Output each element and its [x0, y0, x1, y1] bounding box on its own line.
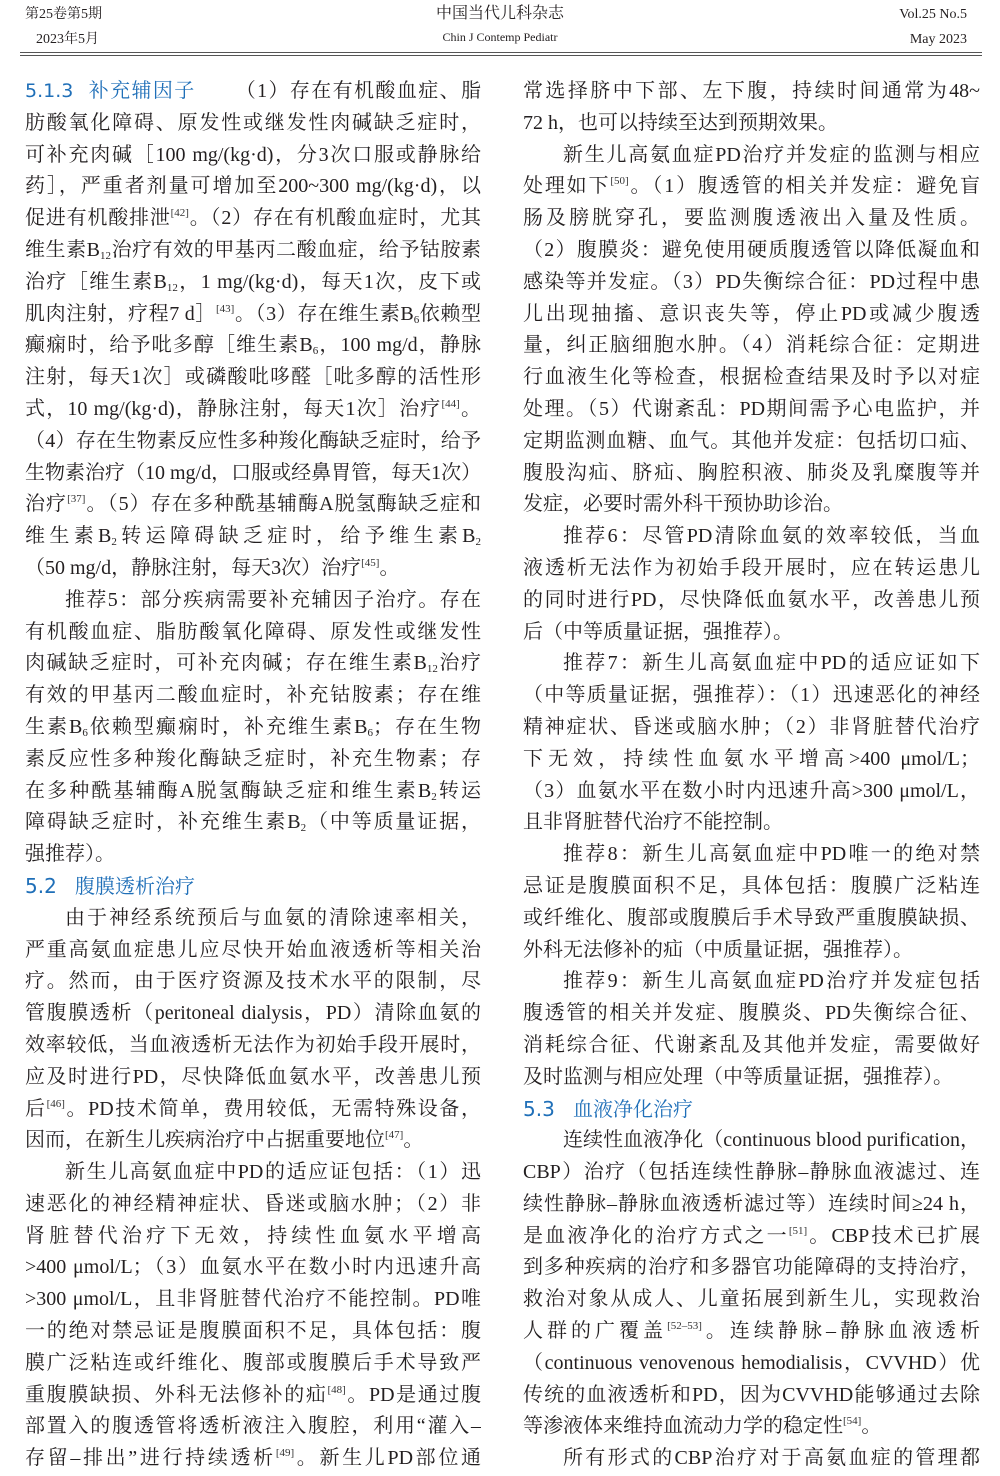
text-line: 或纤维化、腹部或腹膜后手术导致严重腹膜缺损、 [523, 906, 980, 929]
text-line: 处理。（5）代谢紊乱：PD期间需予心电监护，并 [523, 397, 980, 420]
text-line: 式，10 mg/(kg·d)，静脉注射，每天1次］治疗[44]。 [25, 397, 481, 420]
paragraph [25, 585, 481, 871]
citation-ref: [43] [216, 302, 235, 315]
text-line: 肠及膀胱穿孔，要监测腹透液出入量及性质。 [523, 207, 980, 230]
text-line: 新生儿高氨血症中PD的适应证包括：（1）迅 [65, 1161, 481, 1184]
text-line: 量，纠正脑细胞水肿。（4）消耗综合征：定期进 [523, 334, 980, 357]
text-line: 有机酸血症、脂肪酸氧化障碍、原发性或继发性 [25, 620, 481, 643]
citation-ref: [44] [441, 397, 460, 410]
citation-ref: [54] [843, 1415, 862, 1428]
text-line: 重腹膜缺损、外科无法修补的疝[48]。PD是通过腹 [25, 1383, 481, 1406]
text-line: 存留–排出”进行持续透析[49]。新生儿PD部位通 [25, 1447, 481, 1470]
text-line: 药］，严重者剂量可增加至200~300 mg/(kg·d)，以 [25, 175, 481, 198]
citation-ref: [37] [67, 493, 86, 506]
subsection-title: 补充辅因子 [87, 80, 196, 102]
subscript: 12 [166, 281, 178, 294]
text-line: 在多种酰基辅酶A脱氢酶缺乏症和维生素$B_2$转运 [25, 779, 481, 803]
text-line: 后（中等质量证据，强推荐）。 [523, 620, 793, 643]
text-line: 精神症状、昏迷或脑水肿；（2）非肾脏替代治疗 [523, 715, 980, 738]
text-line: 儿出现抽搐、意识丧失等，停止PD或减少腹透 [523, 302, 980, 325]
text-line: 肾脏替代治疗下无效，持续性血氨水平增高 [25, 1224, 481, 1247]
subscript: 2 [475, 536, 481, 549]
text-line: 速恶化的神经精神症状、昏迷或脑水肿；（2）非 [25, 1192, 481, 1215]
text-line: 所有形式的CBP治疗对于高氨血症的管理都 [563, 1447, 980, 1470]
text-line: （3）血氨水平在数小时内迅速升高>300 μmol/L， [523, 779, 980, 802]
volume-issue-cn: 第25卷第5期 [25, 7, 102, 22]
text-line: 肌肉注射，疗程7 d］[43]。（3）存在维生素$B_6$依赖型 [25, 302, 481, 326]
text-line: 管腹膜透析（peritoneal dialysis，PD）清除血氨的 [25, 1002, 481, 1025]
text-line: 肉碱缺乏症时，可补充肉碱；存在维生素$B_{12}$治疗 [25, 652, 481, 676]
citation-ref: [47] [385, 1129, 404, 1142]
text-line: （continuous venovenous hemodialisis，CVVHD）优 [523, 1351, 980, 1374]
text-line: 治疗［维生素$B_{12}$，1 mg/(kg·d)，每天1次，皮下或 [25, 270, 481, 294]
text-line: 外科无法修补的疝（中质量证据，强推荐）。 [523, 938, 913, 961]
text-line: >400 μmol/L；（3）血氨水平在数小时内迅速升高 [25, 1256, 481, 1279]
section-title: 血液净化治疗 [573, 1096, 693, 1121]
text-line: 维生素$B_{12}$治疗有效的甲基丙二酸血症，给予钴胺素 [25, 238, 481, 262]
header-rule-bottom [20, 55, 982, 56]
section-heading [25, 871, 481, 903]
text-line: 推荐9：新生儿高氨血症PD治疗并发症包括 [563, 970, 980, 993]
subscript: 2 [111, 536, 117, 549]
subsection-number: 5.1.3 [25, 80, 74, 102]
text-line: 消耗综合征、代谢紊乱及其他并发症，需要做好 [523, 1033, 980, 1056]
text-line: 注射，每天1次］或磷酸吡哆醛［吡多醇的活性形 [25, 366, 481, 389]
paragraph [523, 648, 980, 839]
text-line: 传统的血液透析和PD，因为CVVHD能够通过去除 [523, 1383, 980, 1406]
text-line: 等渗液体来维持血流动力学的稳定性[54]。 [523, 1415, 882, 1438]
section-title: 腹膜透析治疗 [75, 873, 195, 898]
text-line: 部置入的腹透管将透析液注入腹腔，利用“灌入– [25, 1415, 481, 1438]
citation-ref: [51] [788, 1224, 808, 1237]
text-line: 连续性血液净化（continuous blood purification， [563, 1129, 980, 1152]
text-line: 定期监测血糖、血气。其他并发症：包括切口疝、 [523, 429, 980, 452]
text-line: 腹透管的相关并发症、腹膜炎、PD失衡综合征、 [523, 1002, 980, 1025]
citation-ref: [45] [361, 556, 380, 569]
date-cn: 2023年5月 [36, 32, 99, 47]
citation-ref: [50] [610, 175, 629, 188]
citation-ref: [46] [46, 1097, 65, 1110]
text-line: 疗。然而，由于医疗资源及技术水平的限制，尽 [25, 970, 481, 993]
text-line: 推荐8：新生儿高氨血症中PD唯一的绝对禁 [563, 843, 980, 866]
text-line: 忌证是腹膜面积不足，具体包括：腹膜广泛粘连 [523, 874, 980, 897]
text-line: 下无效，持续性血氨水平增高>400 μmol/L； [523, 747, 980, 770]
text-line: 感染等并发症。（3）PD失衡综合征：PD过程中患 [523, 270, 980, 293]
text-line: 推荐7：新生儿高氨血症中PD的适应证如下 [563, 652, 980, 675]
section-heading [523, 1094, 980, 1126]
text-line: 及时监测与相应处理（中等质量证据，强推荐）。 [523, 1065, 953, 1088]
section-number: 5.3 [523, 1096, 555, 1121]
text-line: 生素$B_6$依赖型癫痫时，补充维生素$B_6$；存在生物 [25, 715, 481, 739]
text-line: 由于神经系统预后与血氨的清除速率相关， [65, 906, 481, 929]
text-line: 肪酸氧化障碍、原发性或继发性肉碱缺乏症时， [25, 111, 481, 134]
text-line: 到多种疾病的治疗和多器官功能障碍的支持治疗， [523, 1256, 980, 1279]
text-line: 癫痫时，给予吡多醇［维生素$B_6$，100 mg/d，静脉 [25, 334, 481, 358]
text-line: 严重高氨血症患儿应尽快开始血液透析等相关治 [25, 938, 481, 961]
subscript: 6 [312, 345, 319, 358]
text-line: 腹股沟疝、脐疝、胸腔积液、肺炎及乳糜腹等并 [523, 461, 980, 484]
text-line: CBP）治疗（包括连续性静脉–静脉血液滤过、连 [523, 1161, 980, 1184]
left-column [25, 76, 481, 1475]
text-line: 72 h，也可以持续至达到预期效果。 [523, 111, 838, 134]
text-line: 常选择脐中下部、左下腹，持续时间通常为48~ [523, 80, 980, 102]
subscript: 2 [431, 790, 437, 803]
citation-ref: [49] [275, 1447, 295, 1460]
paragraph [523, 839, 980, 966]
header-rule-top [20, 52, 982, 53]
text-line: 障碍缺乏症时，补充维生素$B_2$（中等质量证据， [25, 811, 481, 835]
paragraph [523, 1125, 980, 1443]
paragraph [523, 1443, 980, 1475]
subscript: 12 [426, 663, 438, 676]
text-line: 发症，必要时需外科干预协助诊治。 [523, 493, 843, 516]
paragraph [523, 521, 980, 648]
text-line: （中等质量证据，强推荐）：（1）迅速恶化的神经 [523, 684, 980, 707]
text-line: 液透析无法作为初始手段开展时，应在转运患儿 [523, 556, 980, 579]
text-line: 效率较低，当血液透析无法作为初始手段开展时， [25, 1033, 481, 1056]
paragraph [523, 966, 980, 1093]
text-line: 素反应性多种羧化酶缺乏症时，补充生物素；存 [25, 747, 481, 770]
subscript: 12 [100, 249, 112, 262]
text-line: 膜广泛粘连或纤维化、腹部或腹膜后手术导致严 [25, 1351, 481, 1374]
journal-title-en: Chin J Contemp Pediatr [442, 30, 558, 44]
text-line: 维生素$B_2$转运障碍缺乏症时，给予维生素$B_2$ [25, 525, 481, 549]
text-line: 处理如下[50]。（1）腹透管的相关并发症：避免盲 [523, 175, 980, 198]
paragraph [523, 140, 980, 522]
citation-ref: [48] [327, 1383, 346, 1396]
citation-ref: [52–53] [667, 1320, 702, 1333]
text-line: （4）存在生物素反应性多种羧化酶缺乏症时，给予 [25, 429, 481, 452]
text-line: 应及时进行PD，尽快降低血氨水平，改善患儿预 [25, 1065, 481, 1088]
journal-title-cn: 中国当代儿科杂志 [435, 5, 564, 22]
text-line: 新生儿高氨血症PD治疗并发症的监测与相应 [563, 143, 980, 166]
text-line: 行血液生化等检查，根据检查结果及时予以对症 [523, 366, 980, 389]
text-line: 且非肾脏替代治疗不能控制。 [523, 811, 783, 834]
text-line: 后[46]。PD技术简单，费用较低，无需特殊设备， [25, 1097, 481, 1120]
text-line: 人群的广覆盖[52–53]。连续静脉–静脉血液透析 [523, 1320, 980, 1343]
text-line: 有效的甲基丙二酸血症时，补充钴胺素；存在维 [25, 684, 481, 707]
text-line: 推荐6：尽管PD清除血氨的效率较低，当血 [563, 525, 980, 548]
text-line: （2）腹膜炎：避免使用硬质腹透管以降低凝血和 [523, 238, 980, 261]
paragraph [523, 76, 980, 140]
section-number: 5.2 [25, 873, 57, 898]
text-line: 推荐5：部分疾病需要补充辅因子治疗。存在 [65, 588, 481, 611]
right-column [523, 76, 980, 1475]
text-line: （50 mg/d，静脉注射，每天3次）治疗[45]。 [25, 556, 400, 579]
paragraph [25, 1157, 481, 1475]
date-en: May 2023 [909, 32, 967, 47]
paragraph [25, 76, 481, 585]
text-line: >300 μmol/L，且非肾脏替代治疗不能控制。PD唯 [25, 1288, 481, 1311]
subscript: 6 [82, 726, 88, 739]
text-line: 一的绝对禁忌证是腹膜面积不足，具体包括：腹 [25, 1320, 481, 1343]
paragraph [25, 903, 481, 1157]
text-line: 生物素治疗（10 mg/d，口服或经鼻胃管，每天1次） [25, 461, 481, 484]
text-line: 续性静脉–静脉血液透析滤过等）连续时间≥24 h， [523, 1192, 980, 1215]
text-line: 因而，在新生儿疾病治疗中占据重要地位[47]。 [25, 1129, 424, 1152]
text-line: 是血液净化的治疗方式之一[51]。CBP技术已扩展 [523, 1224, 980, 1247]
subscript: 6 [413, 313, 420, 326]
text-line: 可补充肉碱［100 mg/(kg·d)，分3次口服或静脉给 [25, 143, 481, 166]
text-line: 救治对象从成人、儿童拓展到新生儿，实现救治 [523, 1288, 980, 1311]
subscript: 6 [367, 726, 373, 739]
text-line: 5.1.3 补充辅因子 （1）存在有机酸血症、脂 [25, 80, 481, 102]
volume-issue-en: Vol.25 No.5 [899, 7, 967, 22]
subscript: 2 [300, 822, 307, 835]
text-line: 促进有机酸排泄[42]。（2）存在有机酸血症时，尤其 [25, 207, 481, 230]
text-line: 治疗[37]。（5）存在多种酰基辅酶A脱氢酶缺乏症和 [25, 493, 481, 516]
citation-ref: [42] [170, 207, 189, 220]
text-line: 的同时进行PD，尽快降低血氨水平，改善患儿预 [523, 588, 980, 611]
text-line: 强推荐）。 [25, 843, 115, 866]
